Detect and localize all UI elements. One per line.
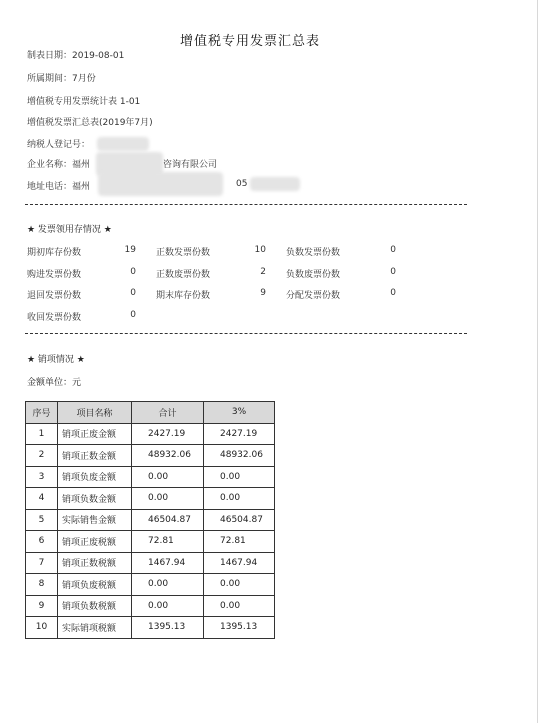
stat-label: 收回发票份数 <box>27 313 82 323</box>
total-value: 0.00 <box>132 595 204 617</box>
stat-value: 0 <box>130 310 136 320</box>
column-header: 序号 <box>26 402 58 424</box>
stat-value: 9 <box>260 288 266 298</box>
table-row <box>26 552 275 574</box>
stat-value: 0 <box>130 288 136 298</box>
row-number: 10 <box>26 617 58 639</box>
row-number: 6 <box>26 531 58 553</box>
stat-value: 0 <box>390 245 396 255</box>
report-period: 所属期间：7月份 <box>27 74 96 84</box>
rate-3pct-value: 2427.19 <box>204 423 275 445</box>
row-number: 4 <box>26 488 58 510</box>
table-row <box>26 617 275 639</box>
item-name: 销项正废金额 <box>58 423 132 445</box>
rate-3pct-value: 72.81 <box>204 531 275 553</box>
item-name: 销项负废金额 <box>58 466 132 488</box>
amount-unit: 金额单位：元 <box>27 378 82 388</box>
report-subtitle: 增值税发票汇总表(2019年7月) <box>27 118 153 128</box>
total-value: 2427.19 <box>132 423 204 445</box>
address-phone-prefix: 地址电话：福州 <box>27 182 91 192</box>
stat-label: 负数发票份数 <box>286 248 341 258</box>
rate-3pct-value: 0.00 <box>204 488 275 510</box>
rate-3pct-value: 48932.06 <box>204 445 275 467</box>
row-number: 1 <box>26 423 58 445</box>
total-value: 0.00 <box>132 488 204 510</box>
total-value: 48932.06 <box>132 445 204 467</box>
total-value: 1395.13 <box>132 617 204 639</box>
stat-label: 期末库存份数 <box>156 291 211 301</box>
row-number: 5 <box>26 509 58 531</box>
total-value: 0.00 <box>132 574 204 596</box>
row-number: 9 <box>26 595 58 617</box>
stat-label: 正数发票份数 <box>156 248 211 258</box>
stat-value: 10 <box>254 245 266 255</box>
table-row <box>26 509 275 531</box>
summary-table <box>25 401 275 639</box>
rate-3pct-value: 46504.87 <box>204 509 275 531</box>
rate-3pct-value: 1395.13 <box>204 617 275 639</box>
item-name: 销项正废税额 <box>58 531 132 553</box>
table-row <box>26 466 275 488</box>
document-title: 增值税专用发票汇总表 <box>179 34 320 49</box>
rate-3pct-value: 0.00 <box>204 466 275 488</box>
total-value: 1467.94 <box>132 552 204 574</box>
stat-label: 购进发票份数 <box>27 270 82 280</box>
redacted-address <box>98 172 223 196</box>
stat-value: 0 <box>390 267 396 277</box>
inventory-section-title: ★ 发票领用存情况 ★ <box>27 225 112 235</box>
total-value: 0.00 <box>132 466 204 488</box>
total-value: 72.81 <box>132 531 204 553</box>
divider <box>25 333 467 334</box>
redacted-phone <box>250 177 300 191</box>
report-name: 增值税专用发票统计表 1-01 <box>27 97 141 107</box>
item-name: 实际销售金额 <box>58 509 132 531</box>
table-header-row <box>26 402 275 424</box>
taxpayer-id-label: 纳税人登记号： <box>27 140 91 150</box>
total-value: 46504.87 <box>132 509 204 531</box>
item-name: 实际销项税额 <box>58 617 132 639</box>
table-row <box>26 423 275 445</box>
rate-3pct-value: 0.00 <box>204 595 275 617</box>
item-name: 销项负废税额 <box>58 574 132 596</box>
rate-3pct-value: 0.00 <box>204 574 275 596</box>
item-name: 销项正数金额 <box>58 445 132 467</box>
company-name-prefix: 企业名称：福州 <box>27 160 91 170</box>
stat-value: 2 <box>260 267 266 277</box>
rate-3pct-value: 1467.94 <box>204 552 275 574</box>
stat-value: 19 <box>124 245 136 255</box>
stat-label: 负数废票份数 <box>286 270 341 280</box>
table-row <box>26 488 275 510</box>
sales-section-title: ★ 销项情况 ★ <box>27 355 85 365</box>
redacted-taxpayer-id <box>97 137 149 151</box>
row-number: 8 <box>26 574 58 596</box>
column-header: 项目名称 <box>58 402 132 424</box>
stat-label: 分配发票份数 <box>286 291 341 301</box>
stat-label: 退回发票份数 <box>27 291 82 301</box>
divider <box>25 204 467 205</box>
row-number: 7 <box>26 552 58 574</box>
item-name: 销项正数税额 <box>58 552 132 574</box>
table-row <box>26 574 275 596</box>
company-name-suffix: 咨询有限公司 <box>163 160 218 170</box>
table-row <box>26 595 275 617</box>
phone-prefix: 05 <box>236 179 248 189</box>
row-number: 2 <box>26 445 58 467</box>
row-number: 3 <box>26 466 58 488</box>
stat-value: 0 <box>130 267 136 277</box>
stat-value: 0 <box>390 288 396 298</box>
item-name: 销项负数税额 <box>58 595 132 617</box>
stat-label: 正数废票份数 <box>156 270 211 280</box>
report-date: 制表日期：2019-08-01 <box>27 51 125 61</box>
stat-label: 期初库存份数 <box>27 248 82 258</box>
item-name: 销项负数金额 <box>58 488 132 510</box>
column-header: 合计 <box>132 402 204 424</box>
table-row <box>26 531 275 553</box>
table-row <box>26 445 275 467</box>
column-header: 3% <box>204 402 275 424</box>
